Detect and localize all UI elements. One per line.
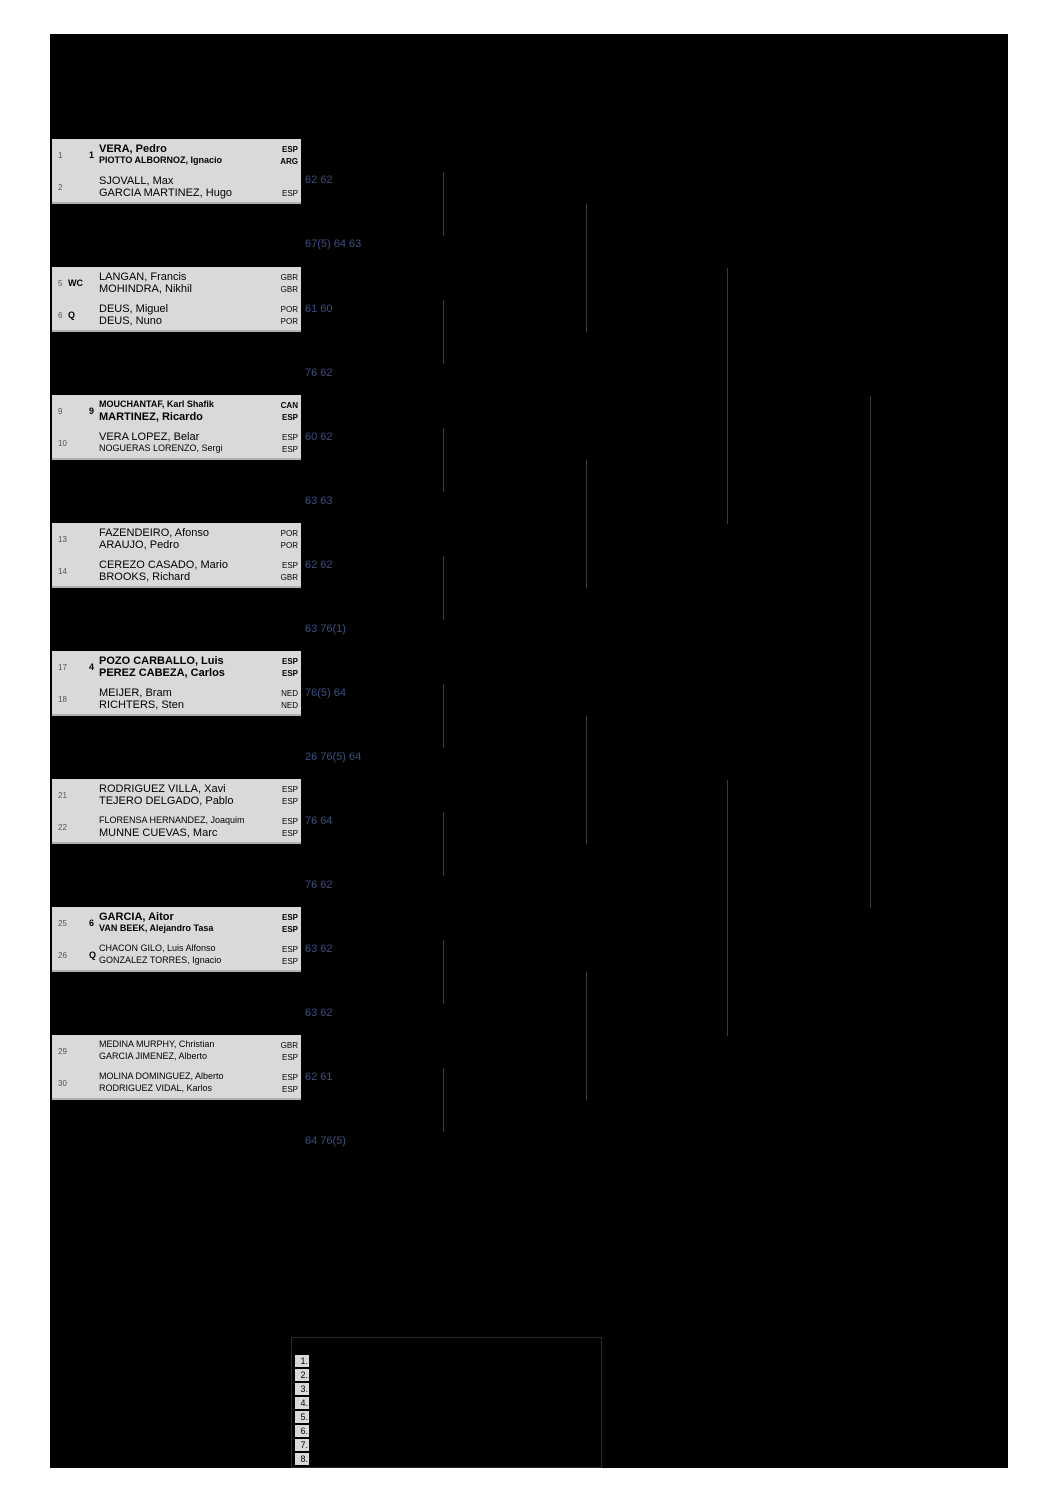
- nationality: POR: [280, 305, 298, 314]
- player-name: RICHTERS, Sten: [99, 699, 184, 711]
- draw-position: 14: [58, 567, 67, 576]
- player-name: NOGUERAS LORENZO, Sergi: [99, 443, 223, 453]
- team-row: [52, 781, 301, 811]
- nationality: POR: [280, 529, 298, 538]
- match-score: 62 61: [305, 1071, 333, 1083]
- nationality: ESP: [281, 957, 298, 966]
- nationality: ARG: [280, 157, 298, 166]
- seed: WC: [68, 278, 83, 288]
- match-score: 76 62: [305, 879, 333, 891]
- player-name: ARAUJO, Pedro: [99, 539, 180, 551]
- seed: Q: [68, 310, 76, 320]
- bracket-line: [586, 460, 587, 588]
- bracket-line: [727, 780, 728, 1036]
- draw-position: 22: [58, 823, 67, 832]
- nationality: ESP: [281, 189, 298, 198]
- legend-number: 1.: [295, 1355, 309, 1367]
- match-block: [52, 139, 301, 204]
- draw-position: 9: [58, 407, 63, 416]
- draw-position: 29: [58, 1047, 67, 1056]
- legend-number: 2.: [295, 1369, 309, 1381]
- draw-position: 13: [58, 535, 67, 544]
- match-score: 62 62: [305, 174, 333, 186]
- player-name: VAN BEEK, Alejandro Tasa: [99, 923, 214, 933]
- player-name: CHACON GILO, Luis Alfonso: [99, 943, 216, 953]
- player-name: MEIJER, Bram: [99, 687, 172, 699]
- nationality: ESP: [281, 433, 298, 442]
- match-score: 63 62: [305, 1007, 333, 1019]
- player-name: PIOTTO ALBORNOZ, Ignacio: [99, 155, 223, 165]
- legend-number: 6.: [295, 1425, 309, 1437]
- player-name: SJOVALL, Max: [99, 175, 174, 187]
- team-row: [52, 557, 301, 587]
- match-score: 63 63: [305, 495, 333, 507]
- match-score: 63 76(1): [305, 623, 346, 635]
- team-row: [52, 1037, 301, 1067]
- match-block: [52, 907, 301, 972]
- player-name: RODRIGUEZ VIDAL, Karlos: [99, 1083, 213, 1093]
- nationality: ESP: [281, 913, 298, 922]
- player-name: DEUS, Miguel: [99, 303, 169, 315]
- draw-sheet: [50, 34, 1008, 1468]
- draw-position: 10: [58, 439, 67, 448]
- match-block: [52, 1035, 301, 1100]
- player-name: LANGAN, Francis: [99, 271, 187, 283]
- match-score: 64 76(5): [305, 1135, 346, 1147]
- nationality: ESP: [281, 945, 298, 954]
- bracket-line: [443, 172, 444, 236]
- draw-position: 6: [58, 311, 63, 320]
- team-row: [52, 653, 301, 683]
- nationality: ESP: [281, 785, 298, 794]
- match-score: 60 62: [305, 431, 333, 443]
- match-block: [52, 267, 301, 332]
- team-row: [52, 141, 301, 171]
- nationality: GBR: [280, 573, 298, 582]
- seed: 1: [89, 150, 95, 160]
- player-name: FAZENDEIRO, Afonso: [99, 527, 210, 539]
- match-block: [52, 651, 301, 716]
- team-row: [52, 909, 301, 939]
- legend-number: 7.: [295, 1439, 309, 1451]
- match-score: 76 62: [305, 367, 333, 379]
- draw-position: 25: [58, 919, 67, 928]
- bracket-line: [443, 556, 444, 620]
- nationality: GBR: [280, 285, 298, 294]
- legend-box: [291, 1337, 602, 1468]
- player-name: MUNNE CUEVAS, Marc: [99, 827, 218, 839]
- draw-position: 17: [58, 663, 67, 672]
- seed: Q: [89, 950, 97, 960]
- player-name: BROOKS, Richard: [99, 571, 191, 583]
- nationality: ESP: [281, 657, 298, 666]
- nationality: CAN: [280, 401, 298, 410]
- player-name: MOLINA DOMINGUEZ, Alberto: [99, 1071, 224, 1081]
- nationality: ESP: [281, 561, 298, 570]
- bracket-line: [586, 204, 587, 332]
- seed: 4: [89, 662, 95, 672]
- team-row: [52, 525, 301, 555]
- match-block: [52, 523, 301, 588]
- team-row: [52, 301, 301, 331]
- bracket-line: [586, 972, 587, 1100]
- nationality: GBR: [280, 1041, 298, 1050]
- player-name: FLORENSA HERNANDEZ, Joaquim: [99, 815, 245, 825]
- nationality: NED: [281, 689, 298, 698]
- bracket-line: [443, 684, 444, 748]
- nationality: ESP: [281, 445, 298, 454]
- nationality: ESP: [281, 1085, 298, 1094]
- draw-position: 18: [58, 695, 67, 704]
- player-name: MOHINDRA, Nikhil: [99, 283, 192, 295]
- player-name: MEDINA MURPHY, Christian: [99, 1039, 215, 1049]
- player-name: DEUS, Nuno: [99, 315, 162, 327]
- player-name: GARCIA MARTINEZ, Hugo: [99, 187, 233, 199]
- player-name: POZO CARBALLO, Luis: [99, 655, 224, 667]
- match-score: 76(5) 64: [305, 687, 346, 699]
- nationality: NED: [281, 701, 298, 710]
- player-name: MARTINEZ, Ricardo: [99, 411, 203, 423]
- nationality: POR: [280, 541, 298, 550]
- player-name: PEREZ CABEZA, Carlos: [99, 667, 225, 679]
- team-row: [52, 269, 301, 299]
- player-name: GARCIA JIMENEZ, Alberto: [99, 1051, 208, 1061]
- legend-number: 5.: [295, 1411, 309, 1423]
- player-name: VERA LOPEZ, Belar: [99, 431, 200, 443]
- team-row: [52, 813, 301, 843]
- nationality: ESP: [281, 817, 298, 826]
- match-block: [52, 779, 301, 844]
- nationality: ESP: [281, 925, 298, 934]
- bracket-line: [443, 812, 444, 876]
- match-score: 63 62: [305, 943, 333, 955]
- nationality: ESP: [281, 413, 298, 422]
- player-name: GARCIA, Aitor: [99, 911, 174, 923]
- player-name: VERA, Pedro: [99, 143, 167, 155]
- legend-number: 8.: [295, 1453, 309, 1465]
- nationality: ESP: [281, 797, 298, 806]
- nationality: POR: [280, 317, 298, 326]
- draw-position: 26: [58, 951, 67, 960]
- draw-position: 5: [58, 279, 63, 288]
- nationality: ESP: [281, 829, 298, 838]
- draw-position: 30: [58, 1079, 67, 1088]
- bracket-line: [586, 716, 587, 844]
- player-name: TEJERO DELGADO, Pablo: [99, 795, 234, 807]
- seed: 6: [89, 918, 95, 928]
- player-name: GONZALEZ TORRES, Ignacio: [99, 955, 222, 965]
- draw-position: 1: [58, 151, 63, 160]
- team-row: [52, 685, 301, 715]
- team-row: [52, 173, 301, 203]
- team-row: [52, 941, 301, 971]
- bracket-line: [443, 428, 444, 492]
- bracket-line: [443, 1068, 444, 1132]
- draw-position: 2: [58, 183, 63, 192]
- draw-position: 21: [58, 791, 67, 800]
- legend-number: 3.: [295, 1383, 309, 1395]
- nationality: ESP: [281, 1073, 298, 1082]
- nationality: ESP: [281, 1053, 298, 1062]
- player-name: RODRIGUEZ VILLA, Xavi: [99, 783, 226, 795]
- match-score: 61 60: [305, 303, 333, 315]
- legend-number: 4.: [295, 1397, 309, 1409]
- match-block: [52, 395, 301, 460]
- bracket-line: [727, 268, 728, 524]
- team-row: [52, 1069, 301, 1099]
- match-score: 67(5) 64 63: [305, 238, 362, 250]
- player-name: CEREZO CASADO, Mario: [99, 559, 228, 571]
- team-row: [52, 397, 301, 427]
- nationality: ESP: [281, 145, 298, 154]
- team-row: [52, 429, 301, 459]
- bracket-line: [443, 940, 444, 1004]
- bracket-line: [870, 396, 871, 908]
- bracket-line: [443, 300, 444, 364]
- nationality: ESP: [281, 669, 298, 678]
- match-score: 26 76(5) 64: [305, 751, 362, 763]
- match-score: 62 62: [305, 559, 333, 571]
- nationality: GBR: [280, 273, 298, 282]
- match-score: 76 64: [305, 815, 333, 827]
- player-name: MOUCHANTAF, Karl Shafik: [99, 399, 214, 409]
- seed: 9: [89, 406, 95, 416]
